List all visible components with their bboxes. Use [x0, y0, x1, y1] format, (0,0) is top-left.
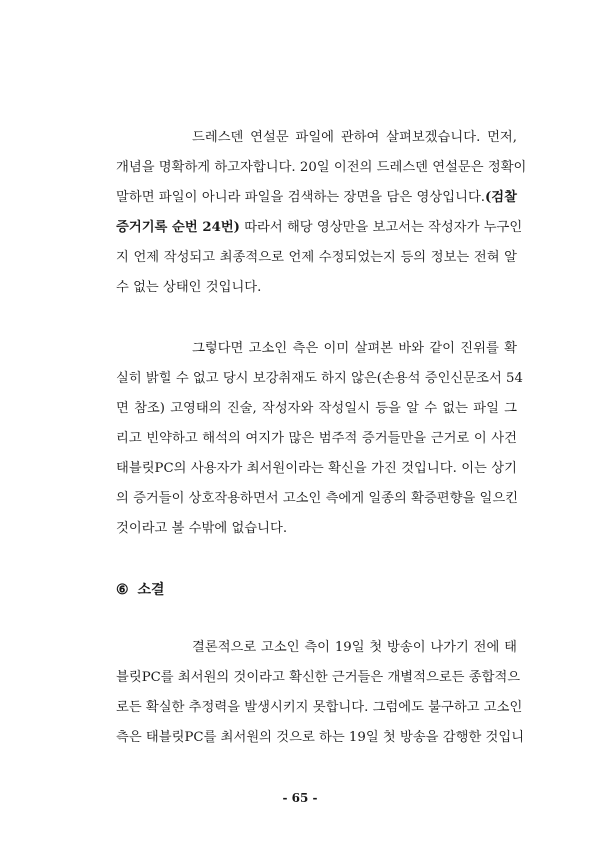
- text-line: 의 증거들이 상호작용하면서 고소인 측에게 일종의 확증편향을 일으킨: [116, 491, 519, 506]
- page-number: - 65 -: [282, 791, 318, 805]
- text-line: 개념을 명확하게 하고자합니다. 20일 이전의 드레스덴 연설문은 정확이: [116, 160, 527, 175]
- text-line: 수 없는 상태인 것입니다.: [116, 280, 262, 295]
- paragraph-confirmation-bias: [116, 334, 523, 544]
- text-line: 로든 확실한 추정력을 발생시키지 못합니다. 그럼에도 불구하고 고소인: [116, 700, 523, 715]
- text-line: [116, 213, 523, 243]
- text-span: 말하면 파일이 아니라 파일을 검색하는 장면을 담은 영상입니다.: [116, 190, 486, 205]
- text-line: 측은 태블릿PC를 최서원의 것으로 하는 19일 첫 방송을 감행한 것입니: [116, 730, 525, 745]
- text-line: 블릿PC를 최서원의 것이라고 확신한 근거들은 개별적으로든 종합적으: [116, 670, 521, 685]
- section-title: 소결: [137, 582, 165, 598]
- text-line: [116, 183, 517, 213]
- text-line: 것이라고 볼 수밖에 없습니다.: [116, 521, 288, 536]
- text-line: 드레스덴 연설문 파일에 관하여 살펴보겠습니다. 먼저,: [192, 130, 517, 145]
- evidence-reference-bold: (검찰: [485, 190, 517, 205]
- section-heading: [116, 578, 165, 602]
- text-line: 지 언제 작성되고 최종적으로 언제 수정되었는지 등의 정보는 전혀 알: [116, 250, 517, 265]
- text-line: 리고 빈약하고 해석의 여지가 많은 범주적 증거들만을 근거로 이 사건: [116, 431, 517, 446]
- paragraph-dresden-file: [116, 123, 527, 303]
- text-line: 실히 밝힐 수 없고 당시 보강취재도 하지 않은(손용석 증인신문조서 54: [116, 371, 523, 386]
- text-line: 그렇다면 고소인 측은 이미 살펴본 바와 같이 진위를 확: [192, 341, 517, 356]
- section-number: ⑥: [116, 582, 129, 598]
- text-span: 따라서 해당 영상만을 보고서는 작성자가 누구인: [239, 220, 523, 235]
- text-line: 면 참조) 고영태의 진술, 작성자와 작성일시 등을 알 수 없는 파일 그: [116, 401, 517, 416]
- text-line: 결론적으로 고소인 측이 19일 첫 방송이 나가기 전에 태: [192, 640, 517, 655]
- text-line: 태블릿PC의 사용자가 최서원이라는 확신을 가진 것입니다. 이는 상기: [116, 461, 517, 476]
- evidence-reference-bold: 증거기록 순번 24번): [116, 220, 240, 235]
- paragraph-conclusion: [116, 633, 525, 753]
